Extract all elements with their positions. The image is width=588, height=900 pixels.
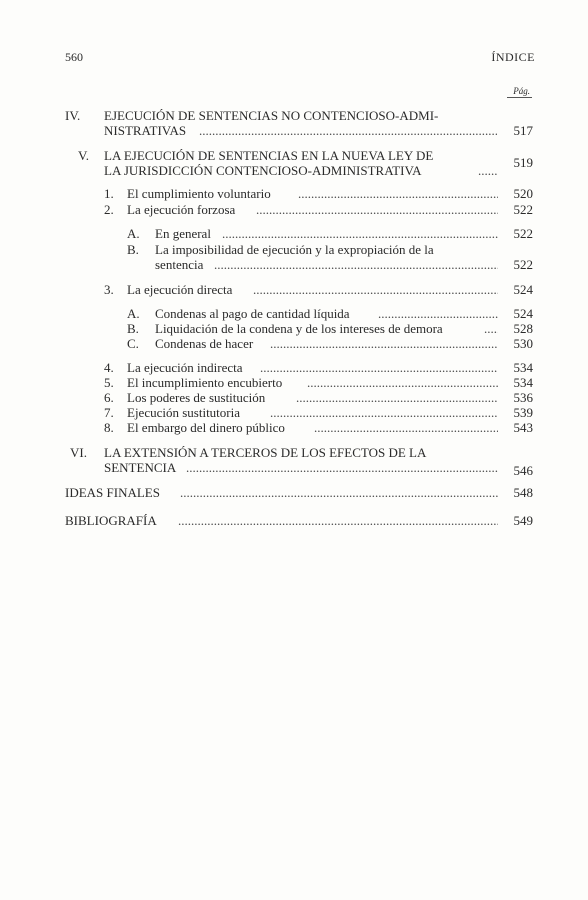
toc-entry-v8 xyxy=(0,420,588,435)
page-number: 560 xyxy=(65,50,83,64)
toc-entry-v3a xyxy=(0,306,588,321)
entry-title: El incumplimiento encubierto xyxy=(127,375,283,390)
entry-number: IV. xyxy=(65,108,81,123)
leader-dots xyxy=(296,390,498,405)
entry-page: 528 xyxy=(513,321,533,336)
page-column-label: Pág. xyxy=(507,86,532,98)
leader-dots xyxy=(214,257,498,272)
leader-dots xyxy=(256,202,498,217)
entry-title: La ejecución directa xyxy=(127,282,233,297)
entry-page: 548 xyxy=(513,485,533,500)
toc-entry-iv xyxy=(0,108,588,138)
entry-page: 530 xyxy=(513,336,533,351)
entry-number: 6. xyxy=(104,390,114,405)
toc-entry-v4 xyxy=(0,360,588,375)
toc-entry-vi xyxy=(0,445,588,478)
entry-page: 534 xyxy=(513,360,533,375)
running-head: ÍNDICE xyxy=(491,50,535,64)
toc-entry-v6 xyxy=(0,390,588,405)
leader-dots xyxy=(178,513,498,528)
entry-page: 522 xyxy=(513,257,533,272)
entry-page: 539 xyxy=(513,405,533,420)
entry-number: B. xyxy=(127,321,139,336)
leader-dots xyxy=(253,282,498,297)
entry-number: 1. xyxy=(104,186,114,201)
entry-number: VI. xyxy=(70,445,87,460)
entry-title: La ejecución indirecta xyxy=(127,360,243,375)
entry-number: 2. xyxy=(104,202,114,217)
entry-title: El cumplimiento voluntario xyxy=(127,186,271,201)
entry-page: 522 xyxy=(513,226,533,241)
leader-dots xyxy=(260,360,498,375)
leader-dots xyxy=(222,226,498,241)
toc-entry-v7 xyxy=(0,405,588,420)
entry-title: Ejecución sustitutoria xyxy=(127,405,241,420)
toc-entry-v xyxy=(0,148,588,178)
entry-title: LA EJECUCIÓN DE SENTENCIAS EN LA NUEVA LEY DE xyxy=(104,148,434,163)
leader-dots xyxy=(307,375,498,390)
entry-page: 536 xyxy=(513,390,533,405)
entry-number: B. xyxy=(127,242,139,257)
entry-page: 520 xyxy=(513,186,533,201)
entry-number: 4. xyxy=(104,360,114,375)
toc-entry-v5 xyxy=(0,375,588,390)
entry-page: 534 xyxy=(513,375,533,390)
entry-page: 543 xyxy=(513,420,533,435)
entry-title: En general xyxy=(155,226,211,241)
entry-page: 546 xyxy=(513,463,533,478)
leader-dots xyxy=(186,460,498,475)
entry-number: 8. xyxy=(104,420,114,435)
entry-title: BIBLIOGRAFÍA xyxy=(65,513,157,528)
entry-title: EJECUCIÓN DE SENTENCIAS NO CONTENCIOSO-ADMI- xyxy=(104,108,439,123)
toc-entry-v2b xyxy=(0,242,588,272)
leader-dots xyxy=(314,420,498,435)
entry-title-cont: LA JURISDICCIÓN CONTENCIOSO-ADMINISTRATIVA xyxy=(104,163,422,178)
entry-number: 5. xyxy=(104,375,114,390)
entry-page: 517 xyxy=(513,123,533,138)
leader-dots xyxy=(298,186,498,201)
toc-entry-biblio xyxy=(0,513,588,528)
entry-page: 524 xyxy=(513,306,533,321)
entry-title: Los poderes de sustitución xyxy=(127,390,266,405)
leader-dots xyxy=(270,405,498,420)
entry-title: El embargo del dinero público xyxy=(127,420,285,435)
toc-entry-v1 xyxy=(0,186,588,201)
entry-title: Condenas de hacer xyxy=(155,336,254,351)
entry-number: A. xyxy=(127,306,140,321)
entry-title: La ejecución forzosa xyxy=(127,202,236,217)
entry-title-cont: SENTENCIA xyxy=(104,460,177,475)
leader-dots xyxy=(378,306,498,321)
entry-title: Liquidación de la condena y de los intereses de demora xyxy=(155,321,443,336)
entry-title-cont: NISTRATIVAS xyxy=(104,123,187,138)
entry-title: LA EXTENSIÓN A TERCEROS DE LOS EFECTOS DE LA xyxy=(104,445,427,460)
entry-title: Condenas al pago de cantidad líquida xyxy=(155,306,350,321)
toc-entry-v3 xyxy=(0,282,588,297)
leader-dots xyxy=(199,123,497,138)
entry-page: 549 xyxy=(513,513,533,528)
entry-page: 524 xyxy=(513,282,533,297)
toc-entry-ideas xyxy=(0,485,588,500)
entry-number: V. xyxy=(78,148,89,163)
toc-entry-v2 xyxy=(0,202,588,217)
leader-dots xyxy=(180,485,498,500)
leader-dots xyxy=(484,321,498,336)
leader-dots xyxy=(270,336,498,351)
toc-entry-v2a xyxy=(0,226,588,241)
entry-title: IDEAS FINALES xyxy=(65,485,160,500)
entry-page: 519 xyxy=(513,155,533,170)
toc-entry-v3b xyxy=(0,321,588,336)
entry-number: 7. xyxy=(104,405,114,420)
toc-entry-v3c xyxy=(0,336,588,351)
entry-number: 3. xyxy=(104,282,114,297)
entry-title: La imposibilidad de ejecución y la expropiación de la xyxy=(155,242,434,257)
leader-dots xyxy=(478,163,498,178)
entry-page: 522 xyxy=(513,202,533,217)
entry-number: A. xyxy=(127,226,140,241)
entry-number: C. xyxy=(127,336,139,351)
entry-title-cont: sentencia xyxy=(155,257,204,272)
